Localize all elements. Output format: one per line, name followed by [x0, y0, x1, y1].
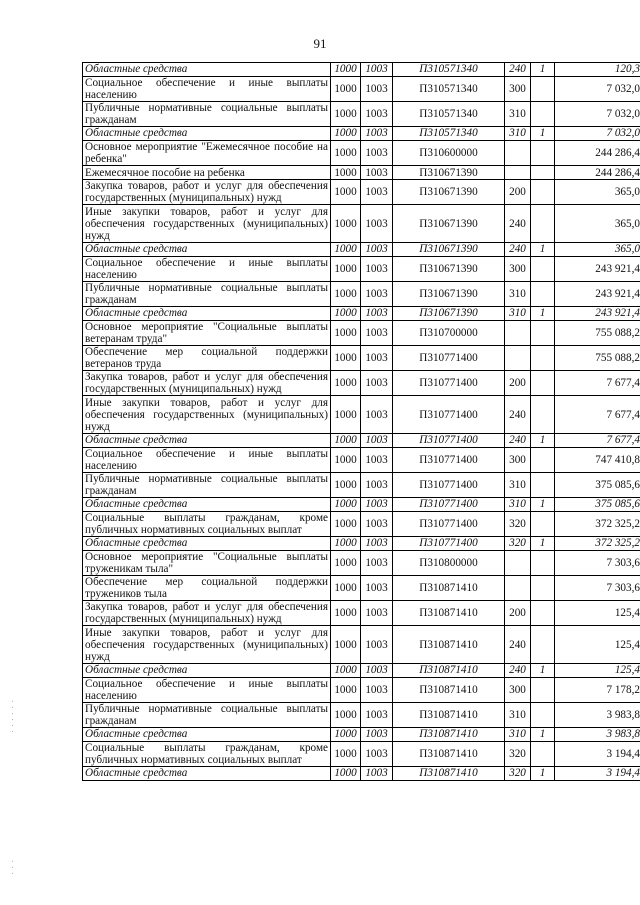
row-name: Областные средства [83, 498, 331, 512]
section-code: 1000 [331, 102, 361, 127]
expense-type-code: 310 [505, 282, 531, 307]
funding-source-row [83, 498, 640, 512]
funding-source-code [531, 141, 555, 166]
funding-source-code [531, 180, 555, 205]
row-name: Обеспечение мер социальной поддержки тружеников тыла [83, 576, 331, 601]
table-row [83, 321, 640, 346]
target-article-code: П310571340 [393, 127, 505, 141]
funding-source-row [83, 537, 640, 551]
amount: 365,0 [555, 205, 640, 243]
funding-source-code [531, 371, 555, 396]
table-row [83, 77, 640, 102]
subsection-code: 1003 [361, 664, 393, 678]
amount: 243 921,4 [555, 307, 640, 321]
subsection-code: 1003 [361, 767, 393, 781]
row-name: Публичные нормативные социальные выплаты гражданам [83, 282, 331, 307]
subsection-code: 1003 [361, 346, 393, 371]
funding-source-row [83, 63, 640, 77]
target-article-code: П310571340 [393, 63, 505, 77]
row-name: Публичные нормативные социальные выплаты гражданам [83, 473, 331, 498]
section-code: 1000 [331, 282, 361, 307]
amount: 747 410,8 [555, 448, 640, 473]
expense-type-code: 310 [505, 473, 531, 498]
amount: 7 677,4 [555, 396, 640, 434]
amount: 7 032,0 [555, 77, 640, 102]
row-name: Областные средства [83, 307, 331, 321]
table-row [83, 473, 640, 498]
funding-source-code: 1 [531, 537, 555, 551]
table-row [83, 371, 640, 396]
funding-source-code: 1 [531, 767, 555, 781]
subsection-code: 1003 [361, 141, 393, 166]
row-name: Социальные выплаты гражданам, кроме публичных нормативных социальных выплат [83, 742, 331, 767]
target-article-code: П310871410 [393, 703, 505, 728]
section-code: 1000 [331, 346, 361, 371]
subsection-code: 1003 [361, 601, 393, 626]
subsection-code: 1003 [361, 63, 393, 77]
target-article-code: П310671390 [393, 307, 505, 321]
section-code: 1000 [331, 243, 361, 257]
section-code: 1000 [331, 371, 361, 396]
table-row [83, 396, 640, 434]
funding-source-row [83, 307, 640, 321]
subsection-code: 1003 [361, 307, 393, 321]
expense-type-code: 310 [505, 307, 531, 321]
section-code: 1000 [331, 257, 361, 282]
section-code: 1000 [331, 767, 361, 781]
row-name: Основное мероприятие "Ежемесячное пособие на ребенка" [83, 141, 331, 166]
section-code: 1000 [331, 63, 361, 77]
section-code: 1000 [331, 127, 361, 141]
expense-type-code: 310 [505, 498, 531, 512]
funding-source-code: 1 [531, 243, 555, 257]
amount: 125,4 [555, 664, 640, 678]
row-name: Областные средства [83, 537, 331, 551]
target-article-code: П310671390 [393, 243, 505, 257]
amount: 365,0 [555, 243, 640, 257]
section-code: 1000 [331, 512, 361, 537]
section-code: 1000 [331, 166, 361, 180]
funding-source-row [83, 767, 640, 781]
table-row [83, 601, 640, 626]
expense-type-code: 300 [505, 678, 531, 703]
target-article-code: П310771400 [393, 346, 505, 371]
expense-type-code: 320 [505, 512, 531, 537]
section-code: 1000 [331, 396, 361, 434]
budget-table [82, 62, 640, 781]
subsection-code: 1003 [361, 678, 393, 703]
subsection-code: 1003 [361, 127, 393, 141]
amount: 243 921,4 [555, 282, 640, 307]
subsection-code: 1003 [361, 742, 393, 767]
section-code: 1000 [331, 576, 361, 601]
funding-source-code [531, 257, 555, 282]
section-code: 1000 [331, 626, 361, 664]
target-article-code: П310700000 [393, 321, 505, 346]
expense-type-code: 300 [505, 448, 531, 473]
target-article-code: П310671390 [393, 205, 505, 243]
expense-type-code: 240 [505, 243, 531, 257]
target-article-code: П310871410 [393, 601, 505, 626]
subsection-code: 1003 [361, 396, 393, 434]
row-name: Закупка товаров, работ и услуг для обеспечения государственных (муниципальных) нужд [83, 371, 331, 396]
section-code: 1000 [331, 601, 361, 626]
section-code: 1000 [331, 448, 361, 473]
subsection-code: 1003 [361, 448, 393, 473]
target-article-code: П310871410 [393, 576, 505, 601]
section-code: 1000 [331, 678, 361, 703]
subsection-code: 1003 [361, 512, 393, 537]
amount: 7 032,0 [555, 102, 640, 127]
funding-source-code [531, 601, 555, 626]
expense-type-code [505, 166, 531, 180]
section-code: 1000 [331, 551, 361, 576]
subsection-code: 1003 [361, 576, 393, 601]
expense-type-code [505, 551, 531, 576]
funding-source-code [531, 205, 555, 243]
funding-source-code: 1 [531, 664, 555, 678]
row-name: Публичные нормативные социальные выплаты гражданам [83, 102, 331, 127]
target-article-code: П310871410 [393, 728, 505, 742]
subsection-code: 1003 [361, 371, 393, 396]
funding-source-code: 1 [531, 127, 555, 141]
table-row [83, 205, 640, 243]
subsection-code: 1003 [361, 77, 393, 102]
amount: 244 286,4 [555, 141, 640, 166]
row-name: Областные средства [83, 243, 331, 257]
row-name: Областные средства [83, 664, 331, 678]
scan-margin-mark: · · · [8, 860, 16, 876]
expense-type-code: 240 [505, 626, 531, 664]
amount: 243 921,4 [555, 257, 640, 282]
section-code: 1000 [331, 498, 361, 512]
row-name: Социальное обеспечение и иные выплаты населению [83, 77, 331, 102]
target-article-code: П310871410 [393, 664, 505, 678]
amount: 755 088,2 [555, 321, 640, 346]
budget-table-body [83, 63, 640, 781]
section-code: 1000 [331, 77, 361, 102]
subsection-code: 1003 [361, 626, 393, 664]
funding-source-row [83, 127, 640, 141]
section-code: 1000 [331, 664, 361, 678]
target-article-code: П310871410 [393, 767, 505, 781]
amount: 3 983,8 [555, 703, 640, 728]
table-row [83, 102, 640, 127]
funding-source-row [83, 243, 640, 257]
section-code: 1000 [331, 742, 361, 767]
expense-type-code: 310 [505, 703, 531, 728]
subsection-code: 1003 [361, 243, 393, 257]
amount: 7 303,6 [555, 576, 640, 601]
row-name: Областные средства [83, 728, 331, 742]
amount: 120,3 [555, 63, 640, 77]
amount: 7 677,4 [555, 434, 640, 448]
row-name: Иные закупки товаров, работ и услуг для обеспечения государственных (муниципальных) нужд [83, 396, 331, 434]
amount: 372 325,2 [555, 512, 640, 537]
section-code: 1000 [331, 703, 361, 728]
row-name: Публичные нормативные социальные выплаты гражданам [83, 703, 331, 728]
row-name: Социальное обеспечение и иные выплаты населению [83, 678, 331, 703]
funding-source-code [531, 448, 555, 473]
subsection-code: 1003 [361, 257, 393, 282]
section-code: 1000 [331, 141, 361, 166]
target-article-code: П310671390 [393, 180, 505, 205]
subsection-code: 1003 [361, 537, 393, 551]
amount: 375 085,6 [555, 498, 640, 512]
row-name: Областные средства [83, 434, 331, 448]
section-code: 1000 [331, 473, 361, 498]
subsection-code: 1003 [361, 321, 393, 346]
subsection-code: 1003 [361, 473, 393, 498]
table-row [83, 551, 640, 576]
section-code: 1000 [331, 180, 361, 205]
target-article-code: П310671390 [393, 257, 505, 282]
scan-margin-mark: · · · · · · [8, 700, 16, 734]
section-code: 1000 [331, 307, 361, 321]
target-article-code: П310600000 [393, 141, 505, 166]
table-row [83, 166, 640, 180]
amount: 755 088,2 [555, 346, 640, 371]
expense-type-code: 300 [505, 257, 531, 282]
expense-type-code: 200 [505, 180, 531, 205]
funding-source-code [531, 703, 555, 728]
row-name: Социальные выплаты гражданам, кроме публичных нормативных социальных выплат [83, 512, 331, 537]
funding-source-row [83, 664, 640, 678]
amount: 3 194,4 [555, 742, 640, 767]
row-name: Закупка товаров, работ и услуг для обеспечения государственных (муниципальных) нужд [83, 601, 331, 626]
row-name: Закупка товаров, работ и услуг для обеспечения государственных (муниципальных) нужд [83, 180, 331, 205]
funding-source-code [531, 102, 555, 127]
funding-source-code [531, 576, 555, 601]
table-row [83, 257, 640, 282]
amount: 7 677,4 [555, 371, 640, 396]
section-code: 1000 [331, 728, 361, 742]
expense-type-code: 200 [505, 601, 531, 626]
target-article-code: П310771400 [393, 498, 505, 512]
expense-type-code [505, 141, 531, 166]
row-name: Областные средства [83, 127, 331, 141]
row-name: Основное мероприятие "Социальные выплаты ветеранам труда" [83, 321, 331, 346]
row-name: Областные средства [83, 63, 331, 77]
target-article-code: П310771400 [393, 448, 505, 473]
subsection-code: 1003 [361, 205, 393, 243]
subsection-code: 1003 [361, 703, 393, 728]
expense-type-code: 320 [505, 537, 531, 551]
target-article-code: П310771400 [393, 396, 505, 434]
amount: 3 194,4 [555, 767, 640, 781]
expense-type-code: 200 [505, 371, 531, 396]
funding-source-code: 1 [531, 63, 555, 77]
funding-source-code [531, 678, 555, 703]
expense-type-code: 240 [505, 396, 531, 434]
funding-source-code [531, 346, 555, 371]
target-article-code: П310871410 [393, 626, 505, 664]
expense-type-code: 310 [505, 102, 531, 127]
table-row [83, 703, 640, 728]
amount: 3 983,8 [555, 728, 640, 742]
amount: 372 325,2 [555, 537, 640, 551]
funding-source-code [531, 77, 555, 102]
subsection-code: 1003 [361, 180, 393, 205]
amount: 375 085,6 [555, 473, 640, 498]
funding-source-code [531, 166, 555, 180]
target-article-code: П310771400 [393, 512, 505, 537]
amount: 7 178,2 [555, 678, 640, 703]
row-name: Иные закупки товаров, работ и услуг для обеспечения государственных (муниципальных) нужд [83, 205, 331, 243]
target-article-code: П310571340 [393, 102, 505, 127]
funding-source-code [531, 512, 555, 537]
table-row [83, 448, 640, 473]
expense-type-code: 240 [505, 63, 531, 77]
target-article-code: П310800000 [393, 551, 505, 576]
table-row [83, 282, 640, 307]
expense-type-code: 320 [505, 767, 531, 781]
funding-source-code [531, 321, 555, 346]
amount: 365,0 [555, 180, 640, 205]
row-name: Областные средства [83, 767, 331, 781]
funding-source-code: 1 [531, 434, 555, 448]
target-article-code: П310671390 [393, 166, 505, 180]
expense-type-code: 310 [505, 728, 531, 742]
table-row [83, 576, 640, 601]
row-name: Социальное обеспечение и иные выплаты населению [83, 257, 331, 282]
table-row [83, 678, 640, 703]
funding-source-code [531, 626, 555, 664]
expense-type-code: 300 [505, 77, 531, 102]
expense-type-code: 240 [505, 664, 531, 678]
amount: 125,4 [555, 601, 640, 626]
subsection-code: 1003 [361, 498, 393, 512]
funding-source-code [531, 396, 555, 434]
amount: 7 303,6 [555, 551, 640, 576]
amount: 125,4 [555, 626, 640, 664]
amount: 7 032,0 [555, 127, 640, 141]
target-article-code: П310771400 [393, 371, 505, 396]
subsection-code: 1003 [361, 728, 393, 742]
target-article-code: П310771400 [393, 473, 505, 498]
page-number: 91 [313, 36, 327, 51]
expense-type-code [505, 321, 531, 346]
row-name: Ежемесячное пособие на ребенка [83, 166, 331, 180]
table-row [83, 512, 640, 537]
expense-type-code [505, 576, 531, 601]
funding-source-code: 1 [531, 728, 555, 742]
row-name: Обеспечение мер социальной поддержки ветеранов труда [83, 346, 331, 371]
subsection-code: 1003 [361, 282, 393, 307]
section-code: 1000 [331, 434, 361, 448]
subsection-code: 1003 [361, 434, 393, 448]
subsection-code: 1003 [361, 166, 393, 180]
target-article-code: П310771400 [393, 537, 505, 551]
expense-type-code: 240 [505, 205, 531, 243]
target-article-code: П310771400 [393, 434, 505, 448]
expense-type-code [505, 346, 531, 371]
target-article-code: П310871410 [393, 678, 505, 703]
subsection-code: 1003 [361, 551, 393, 576]
expense-type-code: 310 [505, 127, 531, 141]
funding-source-code: 1 [531, 307, 555, 321]
funding-source-code [531, 742, 555, 767]
funding-source-code [531, 551, 555, 576]
table-row [83, 742, 640, 767]
funding-source-code [531, 473, 555, 498]
target-article-code: П310571340 [393, 77, 505, 102]
expense-type-code: 240 [505, 434, 531, 448]
amount: 244 286,4 [555, 166, 640, 180]
expense-type-code: 320 [505, 742, 531, 767]
section-code: 1000 [331, 205, 361, 243]
table-row [83, 141, 640, 166]
table-row [83, 180, 640, 205]
section-code: 1000 [331, 321, 361, 346]
row-name: Социальное обеспечение и иные выплаты населению [83, 448, 331, 473]
subsection-code: 1003 [361, 102, 393, 127]
funding-source-row [83, 728, 640, 742]
target-article-code: П310671390 [393, 282, 505, 307]
target-article-code: П310871410 [393, 742, 505, 767]
funding-source-row [83, 434, 640, 448]
section-code: 1000 [331, 537, 361, 551]
table-row [83, 626, 640, 664]
funding-source-code [531, 282, 555, 307]
row-name: Основное мероприятие "Социальные выплаты труженикам тыла" [83, 551, 331, 576]
table-row [83, 346, 640, 371]
row-name: Иные закупки товаров, работ и услуг для обеспечения государственных (муниципальных) нужд [83, 626, 331, 664]
funding-source-code: 1 [531, 498, 555, 512]
